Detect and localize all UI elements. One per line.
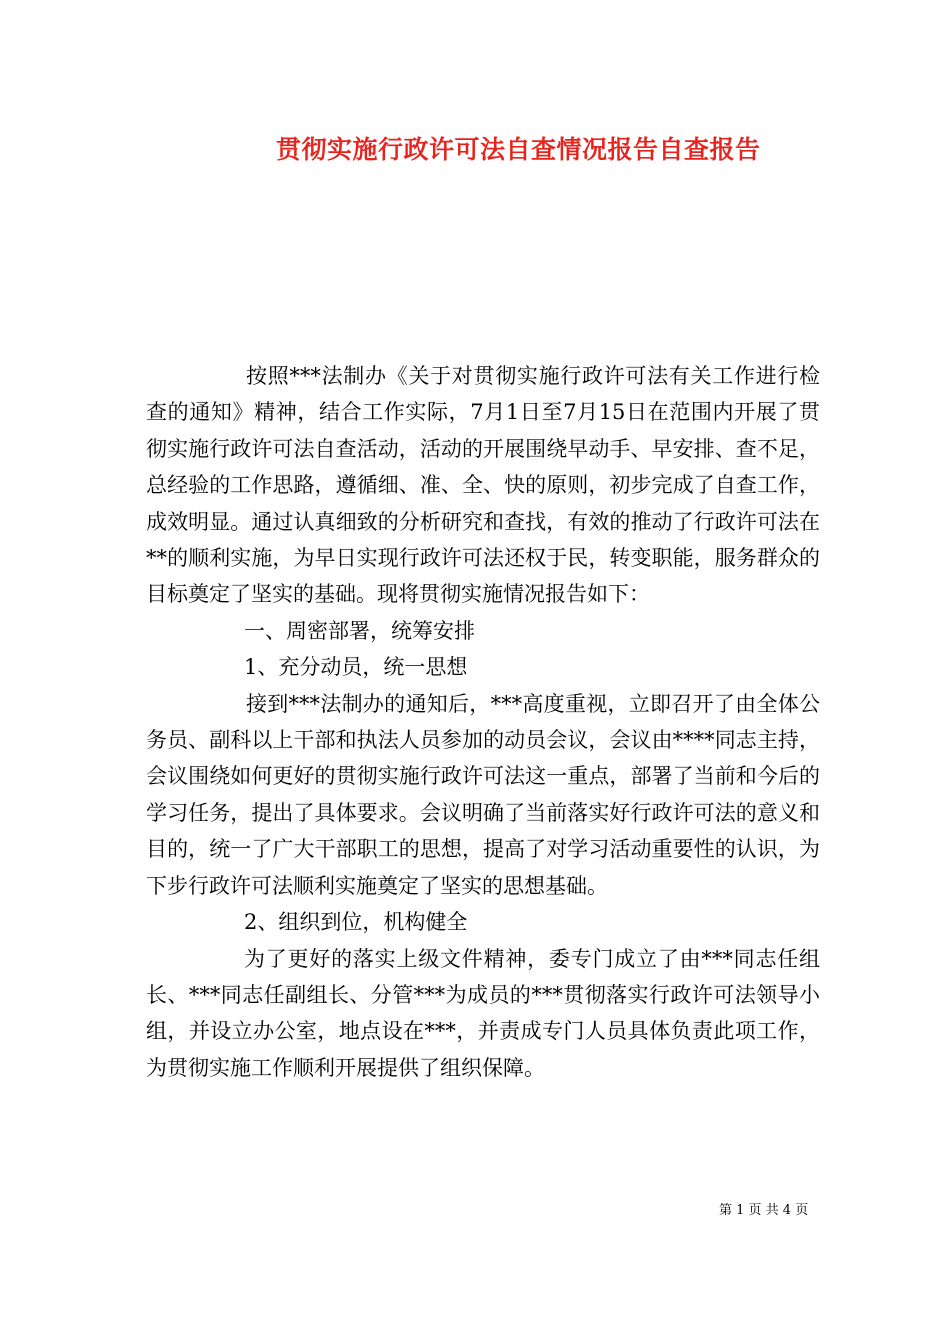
subsection-heading-2: 2、组织到位，机构健全: [244, 910, 468, 935]
body-paragraph-mobilization: 接到***法制办的通知后，***高度重视，立即召开了由全体公务员、副科以上干部和执法人员参加的动员会议，会议由****同志主持，会议围绕如何更好的贯彻实施行政许可法这一重点，部署了当前和今后的学习任务，提出了具体要求。会议明确了当前落实好行政许可法的意义和目的，统一了广大干部职工的思想，提高了对学习活动重要性的认识，为下步行政许可法顺利实施奠定了坚实的思想基础。: [146, 691, 820, 898]
intro-paragraph: 按照***法制办《关于对贯彻实施行政许可法有关工作进行检查的通知》精神，结合工作实际，7月1日至7月15日在范围内开展了贯彻实施行政许可法自查活动，活动的开展围绕早动手、早安排、查不足，总经验的工作思路，遵循细、准、全、快的原则，初步完成了自查工作，成效明显。通过认真细致的分析研究和查找，有效的推动了行政许可法在**的顺利实施，为早日实现行政许可法还权于民，转变职能，服务群众的目标奠定了坚实的基础。现将贯彻实施情况报告如下：: [146, 364, 820, 607]
body-paragraph-organization: 为了更好的落实上级文件精神，委专门成立了由***同志任组长、***同志任副组长、分管***为成员的***贯彻落实行政许可法领导小组，并设立办公室，地点设在***，并责成专门人员具体负责此项工作，为贯彻实施工作顺利开展提供了组织保障。: [146, 946, 820, 1080]
page-number: 第 1 页 共 4 页: [719, 1203, 809, 1218]
section-heading-1: 一、周密部署，统筹安排: [244, 618, 475, 643]
subsection-heading-1: 1、充分动员，统一思想: [244, 655, 468, 680]
document-body: [146, 358, 820, 1086]
document-title: 贯彻实施行政许可法自查情况报告自查报告: [276, 135, 761, 164]
